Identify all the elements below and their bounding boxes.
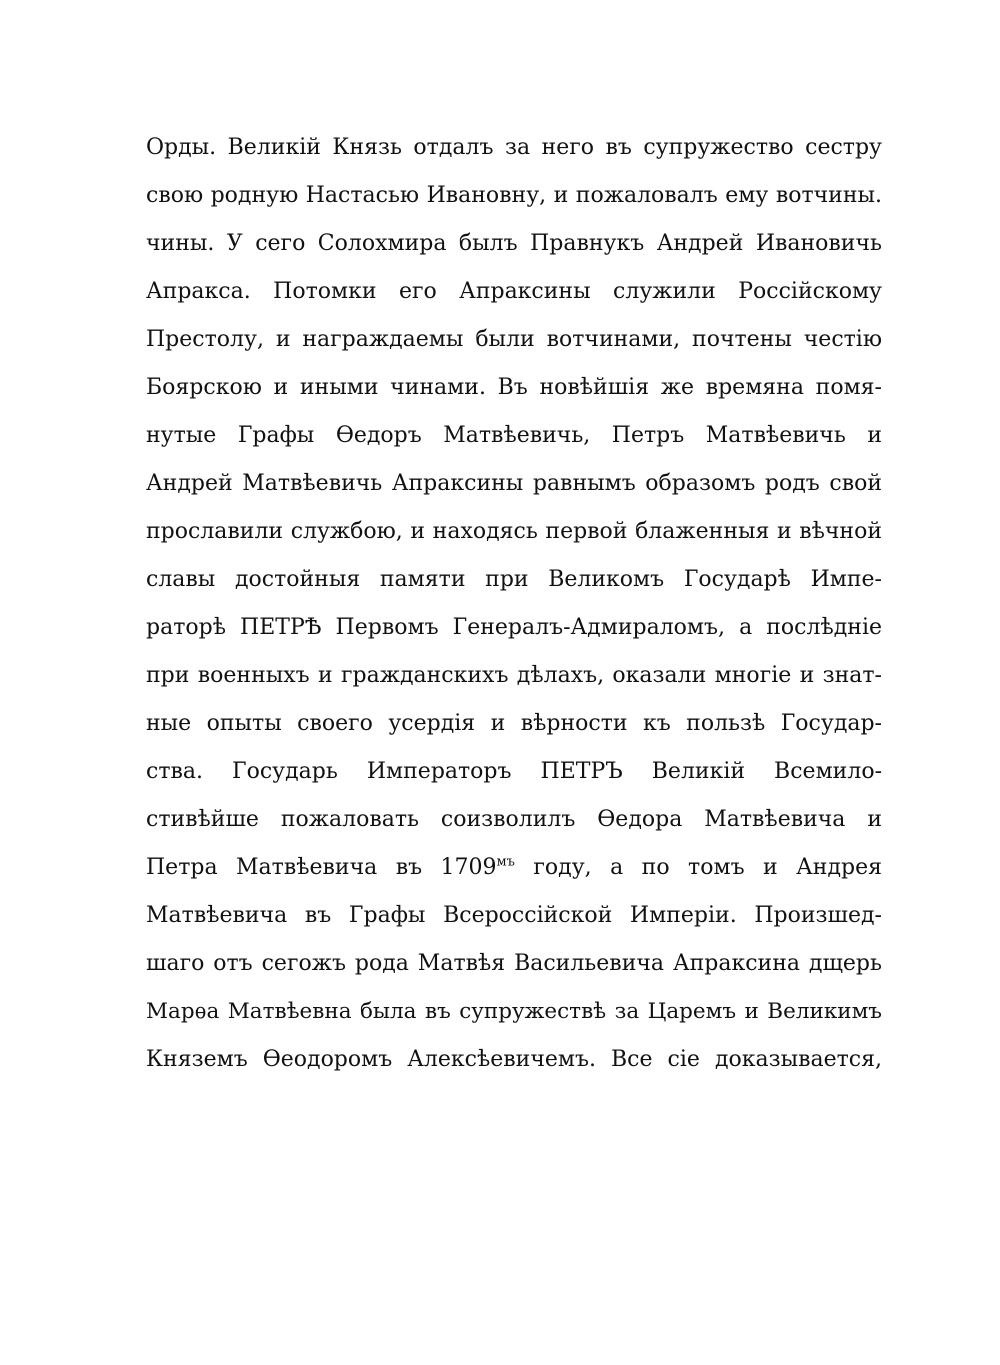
text-line-20: Княземъ Ѳеодоромъ Алексѣевичемъ. Все сіе доказывается, <box>146 1047 882 1072</box>
text-line-13: ные опыты своего усердія и вѣрности къ пользѣ Государ- <box>146 711 882 736</box>
text-line-2: свою родную Настасью Ивановну, и пожаловалъ ему вотчины. <box>146 183 882 208</box>
text-line-8: Андрей Матвѣевичь Апраксины равнымъ образомъ родъ свой <box>146 471 882 496</box>
text-line-7: нутые Графы Ѳедоръ Матвѣевичь, Петръ Матвѣевичь и <box>146 423 882 448</box>
text-line-10: славы достойныя памяти при Великомъ Государѣ Импе- <box>146 567 882 592</box>
year-superscript: мъ <box>496 854 515 870</box>
text-line-16-main: Петра Матвѣевича въ 1709 <box>146 855 497 880</box>
text-line-6: Боярскою и иными чинами. Въ новѣйшія же времяна помя- <box>146 375 882 400</box>
text-line-18: шаго отъ сегожъ рода Матвѣя Васильевича Апраксина дщерь <box>146 951 882 976</box>
text-line-5: Престолу, и награждаемы были вотчинами, почтены честію <box>146 327 882 352</box>
text-line-4: Апракса. Потомки его Апраксины служили Россійскому <box>146 279 882 304</box>
text-line-16 <box>146 846 882 890</box>
text-line-12: при военныхъ и гражданскихъ дѣлахъ, оказали многіе и знат- <box>146 663 882 688</box>
text-line-19: Марѳа Матвѣевна была въ супружествѣ за Царемъ и Великимъ <box>146 999 882 1024</box>
text-line-15: стивѣйше пожаловать соизволилъ Ѳедора Матвѣевича и <box>146 807 882 832</box>
text-line-14: ства. Государь Императоръ ПЕТРЪ Великій Всемило- <box>146 759 882 784</box>
text-line-9: прославили службою, и находясь первой блаженныя и вѣчной <box>146 519 882 544</box>
text-line-17: Матвѣевича въ Графы Всероссійской Имперіи. Произшед- <box>146 903 882 928</box>
text-line-3: чины. У сего Солохмира былъ Правнукъ Андрей Ивановичь <box>146 231 882 256</box>
text-line-11: раторѣ ПЕТРѢ Первомъ Генералъ-Адмираломъ, а послѣдніе <box>146 615 882 640</box>
text-line-16-tail: году, а по томъ и Андрея <box>514 855 883 880</box>
text-line-1: Орды. Великій Князь отдалъ за него въ супружество сестру <box>146 135 882 160</box>
